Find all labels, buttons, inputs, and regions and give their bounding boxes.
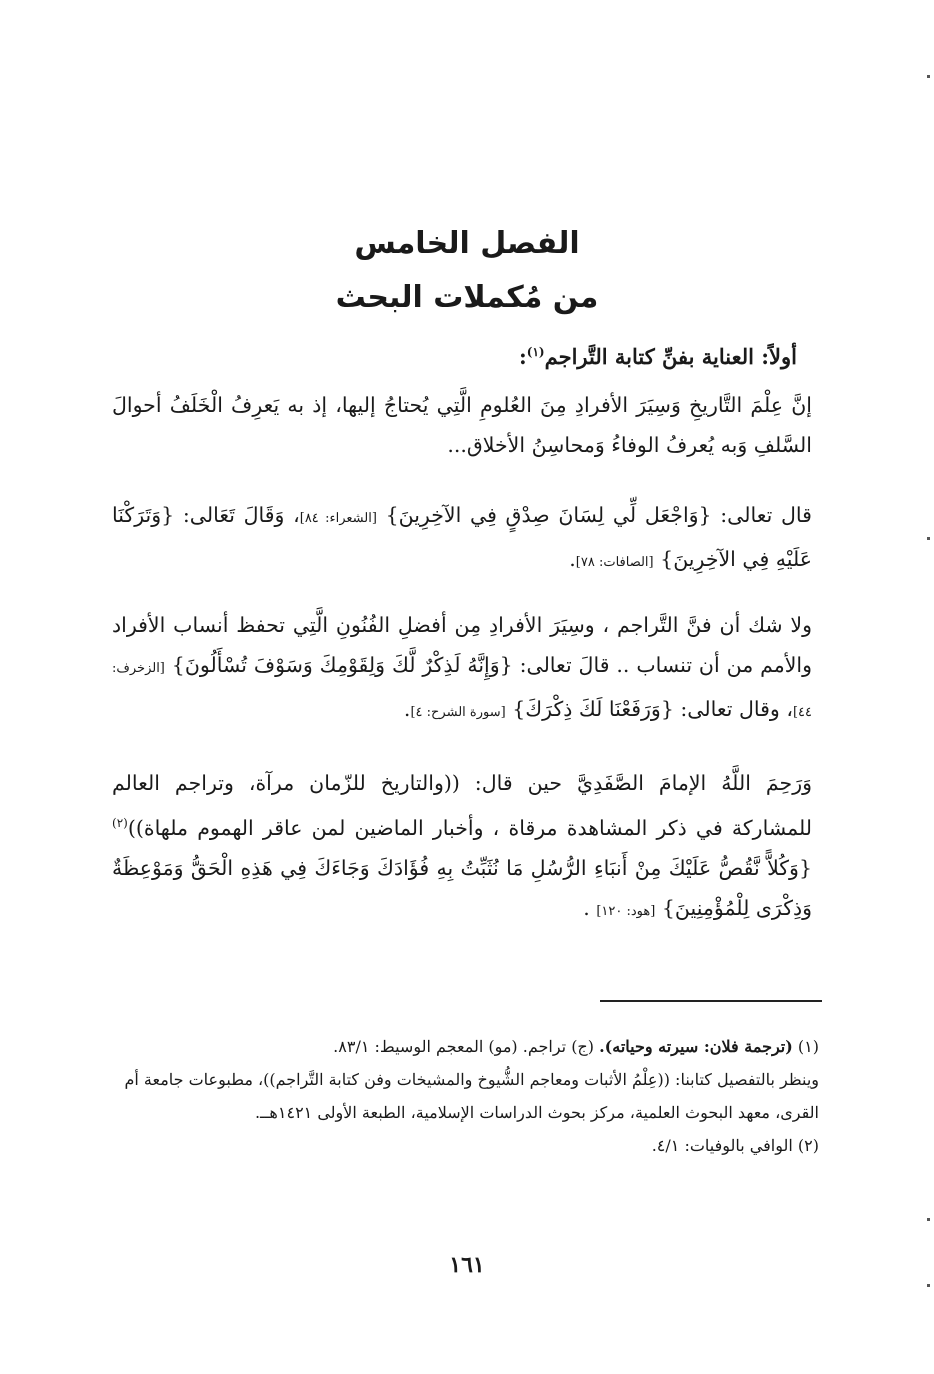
paragraph-3-text-a: ولا شك أن فنَّ التَّراجم ، وسِيَرَ الأفرادِ مِن أفضلِ الفُنُونِ الَّتِي تحفظ أنساب الأفراد والأمم من أن تنساب .. قالَ تعالى: {وَإِنَّهُ لَذِكْرٌ لَّكَ وَلِقَوْمِكَ وَسَوْفَ تُسْأَلُونَ}	[112, 613, 812, 677]
paragraph-4	[112, 763, 812, 932]
paragraph-4-text-b: {وَكُلاًّ نَّقُصُّ عَلَيْكَ مِنْ أَنبَاءِ الرُّسُلِ مَا نُثَبِّتُ بِهِ فُؤَادَكَ وَجَاءَكَ فِي هَذِهِ الْحَقُّ وَمَوْعِظَةٌ وَذِكْرَى لِلْمُؤْمِنِينَ}	[112, 855, 812, 920]
footnote-1-number: (١)	[797, 1037, 819, 1056]
quran-citation: [سورة الشرح: ٤]	[410, 705, 506, 720]
footnotes	[104, 1030, 819, 1162]
section-heading-text: أولاً: العناية بفنِّ كتابة التَّراجم	[544, 344, 797, 369]
paragraph-2-text-a: قال تعالى: {وَاجْعَل لِّي لِسَانَ صِدْقٍ فِي الآخِرِينَ}	[385, 503, 812, 527]
scan-edge-mark	[927, 1218, 930, 1221]
paragraph-4-text-c: .	[583, 895, 597, 920]
footnote-1-continuation: وينظر بالتفصيل كتابنا: ((عِلْمُ الأثبات ومعاجم الشُّيوخ والمشيخات وفن كتابة التَّراجم))، مطبوعات جامعة أم القرى، معهد البحوث العلمية، مركز بحوث الدراسات الإسلامية، الطبعة الأولى ١٤٢١هــ.	[124, 1070, 819, 1122]
footnote-1-text: (ج) تراجم. (مو) المعجم الوسيط: ٨٣/١.	[333, 1037, 600, 1056]
paragraph-3-text-b: ، وقال تعالى: {وَرَفَعْنَا لَكَ ذِكْرَكَ}	[512, 697, 793, 721]
footnote-ref-1[interactable]: (١)	[526, 345, 545, 359]
paragraph-4-text-a: وَرَحِمَ اللَّهُ الإمامَ الصَّفَدِيَّ حين قال: ((والتاريخ للزّمان مرآة، وتراجم العالم للمشاركة في ذكر المشاهدة مرقاة ، وأخبار الماضين لمن عاقر الهموم ملهاة))	[112, 771, 812, 840]
chapter-title: الفصل الخامس	[354, 226, 580, 261]
scan-edge-mark	[927, 1284, 930, 1287]
scan-edge-mark	[927, 537, 930, 540]
scan-edge-mark	[927, 75, 930, 78]
paragraph-2-text-c: .	[569, 547, 576, 571]
chapter-subtitle: من مُكملات البحث	[335, 280, 599, 315]
page-number: ١٦١	[449, 1252, 485, 1278]
quran-citation: [هود: ١٢٠]	[596, 903, 656, 919]
footnote-ref-2[interactable]: (٢)	[112, 816, 128, 830]
paragraph-1: إنَّ عِلْمَ التَّاريخِ وَسِيَرَ الأفرادِ مِنَ العُلومِ الَّتِي يُحتاجُ إليها، إذ به يَعرِفُ الْخَلَفُ أحوالَ السَّلفِ وَبه يُعرفُ الوفاءُ وَمحاسِنُ الأخلاق...	[112, 393, 812, 457]
footnote-1	[104, 1030, 819, 1063]
section-heading	[137, 336, 797, 373]
section-heading-colon: :	[519, 344, 527, 369]
paragraph-3-text-c: .	[403, 697, 411, 721]
paragraph-2-text-b: ، وَقَالَ تَعَالى: {وَتَرَكْنَا عَلَيْهِ فِي الآخِرِينَ}	[112, 503, 812, 571]
quran-citation: [الزخرف: ٤٤]	[112, 661, 812, 720]
quran-citation: [الشعراء: ٨٤]	[299, 511, 377, 526]
paragraph-3	[112, 605, 812, 733]
quran-citation: [الصافات: ٧٨]	[575, 555, 654, 570]
footnote-separator	[600, 1000, 822, 1002]
paragraph-2	[112, 495, 812, 583]
footnote-2: (٢) الوافي بالوفيات: ٤/١.	[651, 1136, 819, 1155]
footnote-1-bold: (ترجمة فلان: سيرته وحياته).	[599, 1037, 793, 1056]
